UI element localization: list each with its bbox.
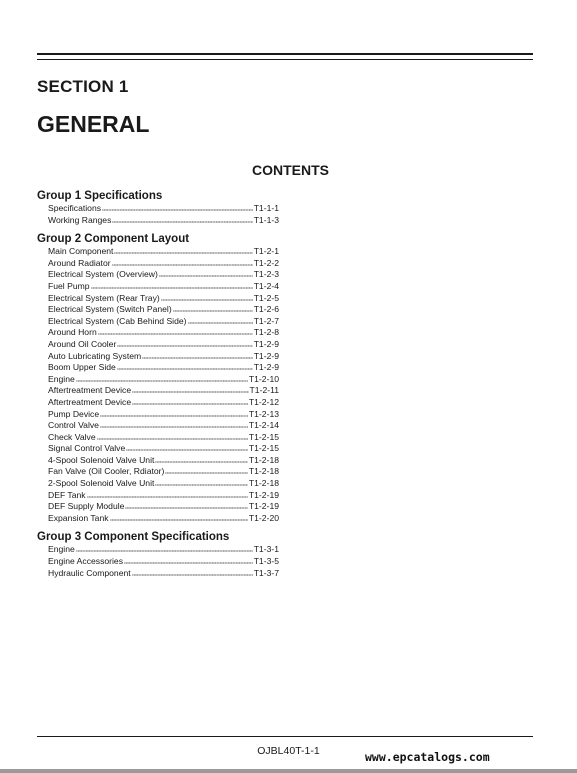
toc-entry-page: T1-2-9 bbox=[253, 350, 279, 361]
toc-entry[interactable] bbox=[37, 513, 279, 525]
toc-dot-leader bbox=[159, 270, 253, 277]
toc-dot-leader bbox=[114, 247, 252, 254]
toc-entry-page: T1-2-1 bbox=[253, 246, 279, 257]
toc-entry-label: Signal Control Valve bbox=[48, 443, 126, 454]
toc-dot-leader bbox=[126, 444, 248, 451]
toc-entry-label: Expansion Tank bbox=[48, 512, 109, 523]
toc-entry-page: T1-2-18 bbox=[248, 454, 279, 465]
toc-entry-page: T1-2-18 bbox=[248, 478, 279, 489]
section-title: GENERAL bbox=[37, 111, 150, 137]
toc-entry[interactable] bbox=[37, 420, 279, 432]
toc-group bbox=[37, 530, 279, 579]
toc-dot-leader bbox=[102, 204, 253, 211]
toc-entry[interactable] bbox=[37, 304, 279, 316]
toc-dot-leader bbox=[98, 328, 253, 335]
toc-entry-label: Around Oil Cooler bbox=[48, 338, 117, 349]
toc-entry-label: Control Valve bbox=[48, 420, 99, 431]
toc-entry[interactable] bbox=[37, 432, 279, 444]
toc-group-title: Group 2 Component Layout bbox=[37, 233, 190, 246]
toc-entry-label: Fan Valve (Oil Cooler, Rdiator) bbox=[48, 466, 165, 477]
toc-dot-leader bbox=[173, 305, 253, 312]
toc-dot-leader bbox=[100, 421, 248, 428]
toc-entry[interactable] bbox=[37, 362, 279, 374]
toc-entry-page: T1-2-14 bbox=[248, 420, 279, 431]
toc-entry[interactable] bbox=[37, 269, 279, 281]
toc-dot-leader bbox=[112, 216, 252, 223]
toc-dot-leader bbox=[76, 545, 253, 552]
contents-heading: CONTENTS bbox=[252, 162, 329, 178]
toc-entry-page: T1-2-7 bbox=[253, 315, 279, 326]
toc-dot-leader bbox=[100, 410, 248, 417]
toc-entry-page: T1-2-13 bbox=[248, 408, 279, 419]
toc-dot-leader bbox=[155, 456, 248, 463]
toc-entry-page: T1-2-15 bbox=[248, 431, 279, 442]
toc-dot-leader bbox=[97, 433, 248, 440]
toc-dot-leader bbox=[124, 557, 253, 564]
watermark-url: www.epcatalogs.com bbox=[365, 750, 490, 764]
toc-entry-label: DEF Tank bbox=[48, 489, 86, 500]
toc-dot-leader bbox=[161, 294, 253, 301]
toc-entry-page: T1-2-5 bbox=[253, 292, 279, 303]
toc-entry[interactable] bbox=[37, 203, 279, 215]
toc-group bbox=[37, 189, 279, 226]
toc-entry-page: T1-3-7 bbox=[253, 567, 279, 578]
toc-group bbox=[37, 232, 279, 524]
toc-entry-label: 4-Spool Solenoid Valve Unit bbox=[48, 454, 155, 465]
toc-entry-page: T1-2-2 bbox=[253, 257, 279, 268]
toc-entry[interactable] bbox=[37, 568, 279, 580]
toc-dot-leader bbox=[117, 363, 253, 370]
toc-entry-label: Around Radiator bbox=[48, 257, 111, 268]
toc-entry-label: DEF Supply Module bbox=[48, 501, 125, 512]
toc-entry-label: Auto Lubricating System bbox=[48, 350, 142, 361]
toc-entry-label: Engine bbox=[48, 373, 75, 384]
toc-dot-leader bbox=[117, 340, 252, 347]
toc-dot-leader bbox=[155, 479, 248, 486]
toc-entry[interactable] bbox=[37, 385, 279, 397]
toc-entry-page: T1-2-10 bbox=[248, 373, 279, 384]
toc-entry-page: T1-2-4 bbox=[253, 280, 279, 291]
toc-dot-leader bbox=[165, 467, 248, 474]
toc-entry-label: Electrical System (Cab Behind Side) bbox=[48, 315, 187, 326]
toc-dot-leader bbox=[112, 259, 253, 266]
toc-entry-label: Engine Accessories bbox=[48, 556, 123, 567]
toc-entry-page: T1-2-19 bbox=[248, 501, 279, 512]
toc-entry[interactable] bbox=[37, 490, 279, 502]
toc-entry[interactable] bbox=[37, 351, 279, 363]
toc-entry-page: T1-2-9 bbox=[253, 338, 279, 349]
toc-entry[interactable] bbox=[37, 293, 279, 305]
toc-entry-label: Around Horn bbox=[48, 327, 97, 338]
toc-entry[interactable] bbox=[37, 443, 279, 455]
toc-entry-label: Main Component bbox=[48, 246, 114, 257]
toc-entry[interactable] bbox=[37, 544, 279, 556]
toc-entry-page: T1-2-9 bbox=[253, 362, 279, 373]
toc-entry[interactable] bbox=[37, 258, 279, 270]
toc-entry[interactable] bbox=[37, 397, 279, 409]
toc-dot-leader bbox=[125, 502, 247, 509]
toc-dot-leader bbox=[132, 569, 253, 576]
toc-entry[interactable] bbox=[37, 466, 279, 478]
toc-entry-page: T1-2-8 bbox=[253, 327, 279, 338]
toc-entry[interactable] bbox=[37, 556, 279, 568]
toc-group-title: Group 1 Specifications bbox=[37, 190, 163, 202]
toc-entry-label: Electrical System (Switch Panel) bbox=[48, 304, 172, 315]
toc-dot-leader bbox=[110, 514, 248, 521]
toc-entry-label: 2-Spool Solenoid Valve Unit bbox=[48, 478, 155, 489]
toc-entry-label: Pump Device bbox=[48, 408, 100, 419]
toc-entry-page: T1-2-6 bbox=[253, 304, 279, 315]
toc-entry-label: Electrical System (Overview) bbox=[48, 269, 158, 280]
toc-entry[interactable] bbox=[37, 501, 279, 513]
section-number: SECTION 1 bbox=[37, 77, 129, 96]
toc-entry[interactable] bbox=[37, 215, 279, 227]
table-of-contents bbox=[37, 189, 279, 585]
toc-entry[interactable] bbox=[37, 327, 279, 339]
toc-entry-page: T1-1-3 bbox=[253, 214, 279, 225]
toc-entry-label: Fuel Pump bbox=[48, 280, 90, 291]
toc-entry-page: T1-1-1 bbox=[253, 203, 279, 213]
toc-entry-page: T1-3-5 bbox=[253, 556, 279, 567]
toc-entry[interactable] bbox=[37, 281, 279, 293]
toc-entry[interactable] bbox=[37, 409, 279, 421]
footer-rule bbox=[37, 736, 533, 737]
toc-entry-label: Aftertreatment Device bbox=[48, 396, 132, 407]
toc-entry-page: T1-2-11 bbox=[249, 385, 279, 396]
toc-dot-leader bbox=[87, 491, 248, 498]
header-rule-thin bbox=[37, 59, 533, 60]
toc-entry[interactable] bbox=[37, 455, 279, 467]
toc-entry-label: Aftertreatment Device bbox=[48, 385, 132, 396]
toc-entry[interactable] bbox=[37, 316, 279, 328]
toc-entry[interactable] bbox=[37, 339, 279, 351]
header-rule-thick bbox=[37, 53, 533, 55]
toc-entry-label: Boom Upper Side bbox=[48, 362, 116, 373]
toc-dot-leader bbox=[91, 282, 253, 289]
toc-entry-label: Engine bbox=[48, 544, 75, 555]
toc-entry-page: T1-2-12 bbox=[248, 396, 279, 407]
toc-entry-label: Specifications bbox=[48, 203, 102, 213]
page-bottom-band bbox=[0, 769, 577, 773]
toc-entry[interactable] bbox=[37, 374, 279, 386]
toc-entry[interactable] bbox=[37, 246, 279, 258]
toc-dot-leader bbox=[76, 375, 248, 382]
toc-dot-leader bbox=[142, 352, 253, 359]
toc-group-title: Group 3 Component Specifications bbox=[37, 531, 230, 544]
toc-dot-leader bbox=[188, 317, 253, 324]
toc-entry-page: T1-2-3 bbox=[253, 269, 279, 280]
toc-entry[interactable] bbox=[37, 478, 279, 490]
toc-entry-page: T1-2-20 bbox=[248, 512, 279, 523]
toc-dot-leader bbox=[132, 386, 248, 393]
toc-entry-label: Electrical System (Rear Tray) bbox=[48, 292, 160, 303]
toc-dot-leader bbox=[132, 398, 248, 405]
toc-entry-page: T1-2-15 bbox=[248, 443, 279, 454]
toc-entry-page: T1-2-19 bbox=[248, 489, 279, 500]
toc-entry-page: T1-2-18 bbox=[248, 466, 279, 477]
toc-entry-label: Hydraulic Component bbox=[48, 567, 131, 578]
toc-entry-page: T1-3-1 bbox=[253, 544, 279, 555]
toc-entry-label: Working Ranges bbox=[48, 214, 112, 225]
toc-entry-label: Check Valve bbox=[48, 431, 96, 442]
page-code: OJBL40T-1-1 bbox=[257, 745, 320, 757]
